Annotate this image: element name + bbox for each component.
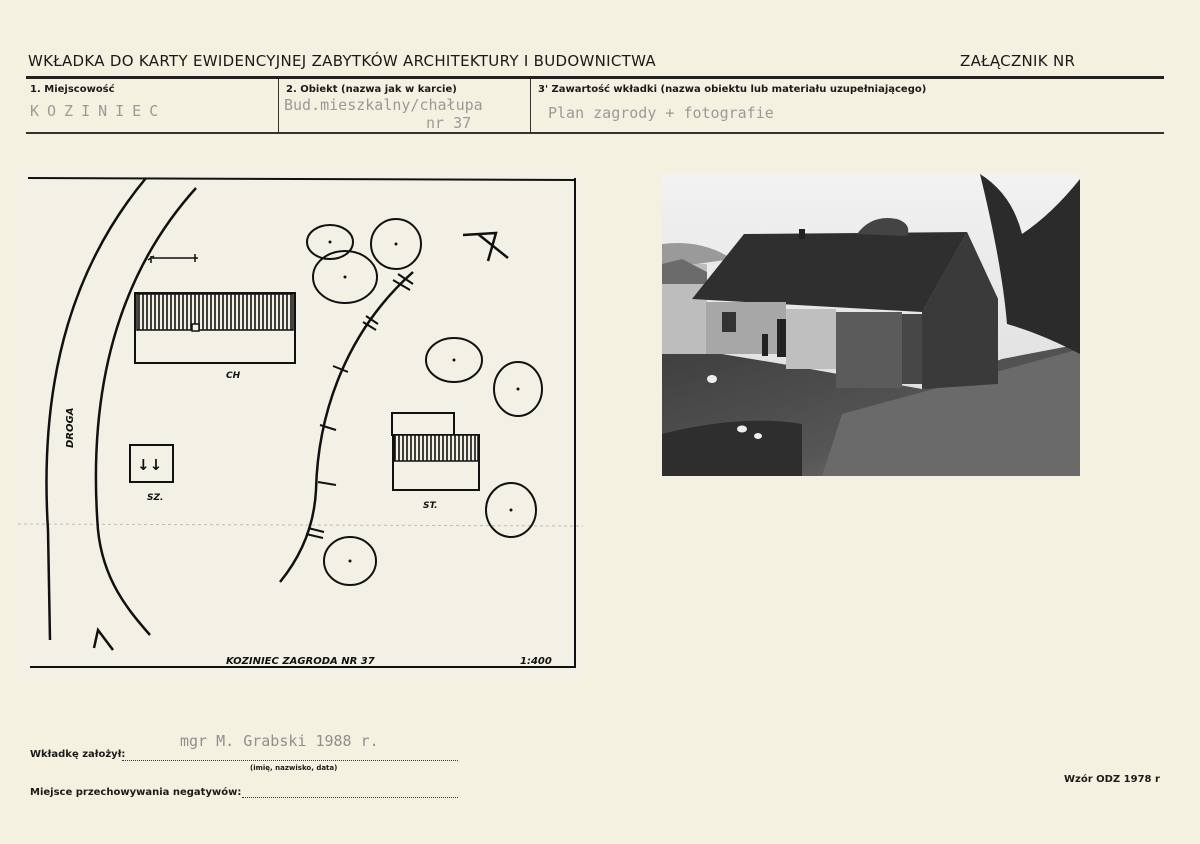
header-rule — [26, 76, 1164, 79]
object-label: 2. Obiekt (nazwa jak w karcie) — [286, 84, 457, 95]
road-label: DROGA — [65, 407, 76, 448]
object-value-line1: Bud.mieszkalny/chałupa — [284, 96, 483, 114]
site-plan-drawing — [18, 170, 583, 680]
negatives-location-line — [242, 797, 458, 798]
annex-label: ZAŁĄCZNIK NR — [960, 52, 1076, 70]
barn-label: ST. — [423, 501, 438, 511]
created-by-line — [122, 760, 458, 761]
well-arrows: ↓↓ — [137, 456, 163, 474]
house-roof-hatch — [137, 294, 293, 330]
created-by-value: mgr M. Grabski 1988 r. — [180, 732, 379, 750]
created-by-label: Wkładkę założył: — [30, 749, 126, 760]
contents-label: 3' Zawartość wkładki (nazwa obiektu lub materiału uzupełniającego) — [538, 84, 927, 95]
fields-bottom-rule — [26, 132, 1164, 134]
field-divider — [278, 79, 279, 132]
plan-scale: 1:400 — [520, 656, 552, 667]
object-value-line2: nr 37 — [426, 114, 472, 132]
barn-roof-hatch — [394, 435, 478, 461]
locality-label: 1. Miejscowość — [30, 84, 115, 95]
form-title: WKŁADKA DO KARTY EWIDENCYJNEJ ZABYTKÓW ARCHITEKTURY I BUDOWNICTWA — [28, 52, 656, 70]
locality-value: KOZINIEC — [30, 102, 167, 120]
form-id: Wzór ODZ 1978 r — [1064, 774, 1160, 785]
farmhouse-photograph — [662, 174, 1080, 476]
created-by-sublabel: (imię, nazwisko, data) — [250, 764, 338, 772]
house-label: CH — [226, 371, 241, 381]
field-divider — [530, 79, 531, 132]
negatives-location-label: Miejsce przechowywania negatywów: — [30, 787, 242, 798]
contents-value: Plan zagrody + fotografie — [548, 104, 774, 122]
house-chimney — [192, 324, 199, 331]
plan-caption: KOZINIEC ZAGRODA NR 37 — [226, 656, 375, 667]
well-label: SZ. — [147, 493, 164, 503]
